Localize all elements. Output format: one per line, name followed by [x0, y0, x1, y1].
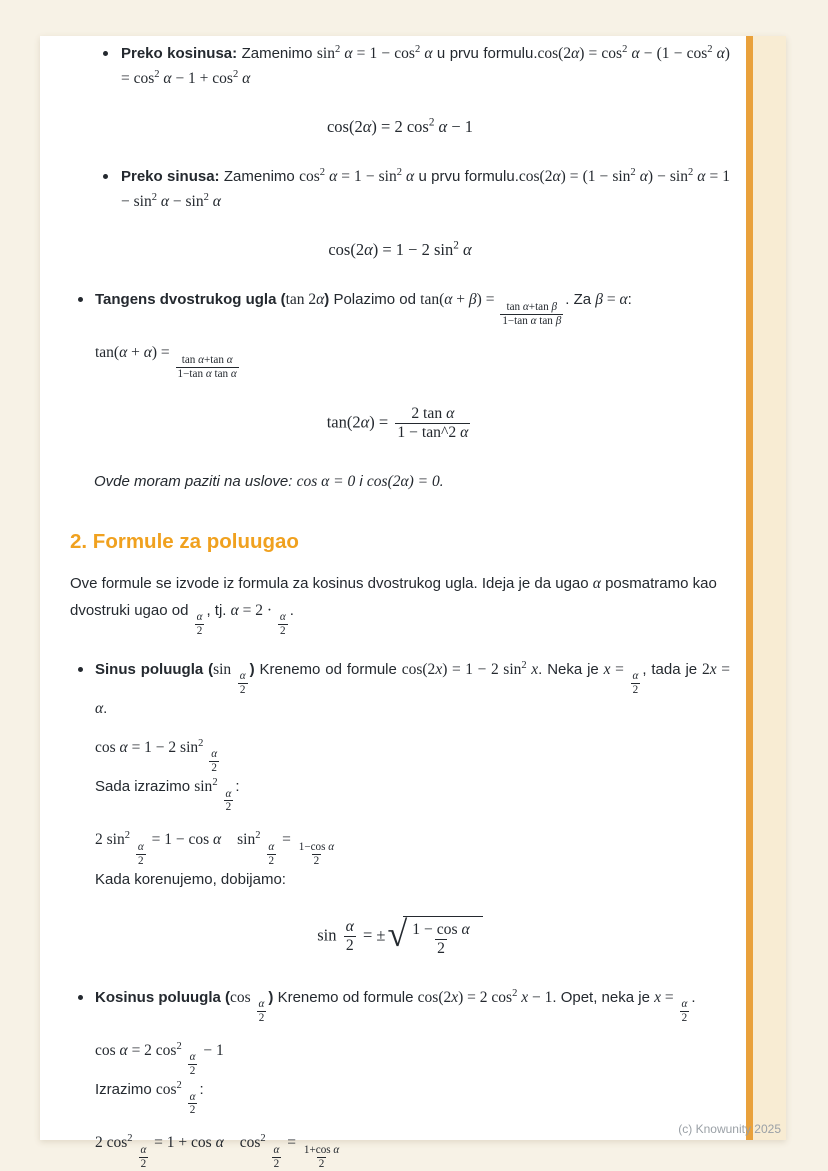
math-run: $\sin^2$ $\frac{\alpha}{2}$ = $\frac{\text{1−cos α}}{2}$	[237, 830, 335, 867]
text-run: .	[289, 601, 294, 619]
section-heading-formule-za-poluugao: 2. Formule za poluugao	[70, 529, 299, 553]
equation-line	[95, 341, 730, 380]
text-run: Zamenimo	[219, 168, 300, 186]
math-run: sin $\frac{\alpha}{2}$ = ±	[317, 918, 386, 955]
text-run: posmatramo kao dvostruki ugao od	[70, 575, 717, 619]
bullet-label-close: )	[324, 291, 330, 309]
math-run: 2x = α	[95, 660, 730, 717]
text-run: :	[235, 778, 240, 796]
bullet-content	[121, 42, 730, 92]
math-run: tan(α + α) = $\frac{\text{tan α+tan α}}{\text{1−tan α tan α}}$	[95, 344, 237, 380]
bullet-label: Preko sinusa:	[121, 168, 220, 186]
text-run: Krenemo od formule	[254, 660, 402, 678]
text-run: , tada je	[642, 660, 703, 678]
math-run: tan(α + β) = $\frac{\text{tan α+tan β}}{\text{1−tan α tan β}}$	[420, 291, 562, 327]
bullet-item-preko-kosinusa	[70, 42, 730, 92]
bullet-content	[95, 986, 730, 1171]
math-run: $\cos^2$ $\frac{\alpha}{2}$ = $\frac{\text{1+cos α}}{2}$	[239, 1133, 340, 1170]
math-run: $\cos(2\alpha) = (1 - \sin^2 \alpha) - \sin^2 \alpha = 1 - \sin^2 \alpha - \sin^2 \alpha$	[121, 166, 730, 210]
bullet-dot-icon	[78, 297, 83, 302]
formula-cos-double-sin	[70, 239, 730, 261]
formula-tan-double	[70, 405, 730, 442]
text-line	[95, 775, 730, 814]
bullet-content	[121, 165, 730, 215]
bullet-dot-icon	[103, 51, 108, 56]
text-run: Izrazimo	[95, 1081, 156, 1098]
text-line	[95, 1078, 730, 1117]
bullet-item-kosinus-poluugla	[70, 986, 730, 1171]
bullet-label: Tangens dvostrukog ugla (	[95, 291, 286, 309]
text-run: Sada izrazimo	[95, 778, 195, 796]
formula-cos-double-cos	[70, 116, 730, 138]
text-run: Zamenimo	[237, 45, 317, 62]
text-run: , tj.	[206, 601, 231, 619]
math-run: cos(2x) = 2 $\cos^2 x - 1$	[417, 987, 553, 1006]
equation-line	[95, 736, 730, 775]
equation-line	[95, 828, 730, 867]
math-run: x = $\frac{\alpha}{2}$	[603, 660, 639, 697]
math-run: $\frac{\alpha}{2}$	[196, 611, 203, 637]
watermark: (c) Knowunity 2025	[678, 1122, 781, 1136]
math-run: 2 $\cos^2$ $\frac{\alpha}{2}$ = 1 + cos α	[95, 1133, 224, 1170]
math-run: $\cos^2 \alpha = 1 - \sin^2 \alpha$	[299, 166, 415, 186]
math-run: cos $\frac{\alpha}{2}$	[230, 988, 265, 1024]
bullet-dot-icon	[103, 174, 108, 179]
page-margin-strip	[753, 36, 786, 1140]
text-run: u prvu formulu.	[414, 168, 519, 186]
math-run: tan(2α) = $\frac{\text{2 tan α}}{1 - \tan\^{}2 \alpha}$	[326, 404, 469, 441]
text-run: Kada korenujemo, dobijamo:	[95, 870, 286, 888]
math-run: sin $\frac{\alpha}{2}$	[213, 660, 246, 697]
text-run: .	[691, 988, 696, 1006]
bullet-item-preko-sinusa	[70, 165, 730, 215]
math-run: $\sin^2$ $\frac{\alpha}{2}$	[194, 776, 232, 814]
math-run: α	[592, 575, 601, 593]
text-run: u prvu formulu.	[432, 45, 538, 62]
text-run: Polazimo od	[329, 291, 421, 309]
math-run: tan 2α	[285, 291, 325, 309]
bullet-label: Sinus poluugla (	[95, 660, 214, 678]
bullet-item-tangens	[70, 288, 730, 380]
math-run: cos α = 2 $\cos^2$ $\frac{\alpha}{2}$ − 1	[95, 1040, 224, 1078]
text-run: .	[439, 472, 444, 490]
math-run: $\frac{\text{1 − cos α}}{2}$	[412, 920, 470, 957]
text-run: . Za	[565, 291, 596, 309]
math-run: $\cos(2\alpha) = \cos^2 \alpha - (1 - \cos^2 \alpha) = \cos^2 \alpha - 1 + \cos^2 \alpha$	[121, 43, 730, 87]
sqrt-body	[403, 916, 483, 958]
sqrt-radical	[387, 913, 482, 958]
formula-sin-half	[70, 913, 730, 958]
bullet-content	[95, 288, 730, 380]
bullet-label-close: )	[249, 660, 255, 678]
text-run: Ovde moram paziti na uslove:	[94, 472, 297, 490]
notes-page	[40, 36, 786, 1170]
bullet-label: Kosinus poluugla (	[95, 988, 230, 1006]
bullet-content	[95, 658, 730, 892]
math-run: x = $\frac{\alpha}{2}$	[654, 988, 688, 1024]
bullet-text	[121, 165, 730, 215]
bullet-text	[121, 42, 730, 92]
text-run: Krenemo od formule	[273, 988, 418, 1006]
condition-note	[94, 470, 730, 495]
accent-stripe	[746, 36, 753, 1140]
bullet-text	[95, 288, 730, 327]
math-run: cos α = 0	[296, 472, 356, 490]
bullet-dot-icon	[78, 995, 83, 1000]
math-run: cos(2α) = 0	[366, 472, 440, 490]
equation-line	[95, 1039, 730, 1078]
text-run: i	[355, 472, 367, 490]
sqrt-symbol-icon: √	[387, 913, 408, 954]
text-run: :	[627, 291, 632, 309]
math-run: $\sin^2 \alpha = 1 - \cos^2 \alpha$	[316, 43, 433, 62]
bullet-text	[95, 658, 730, 722]
math-run: cos(2x) = 1 − 2 $\sin^2 x$	[401, 659, 539, 678]
math-run: β = α	[595, 291, 628, 309]
bullet-label: Preko kosinusa:	[121, 45, 238, 62]
text-run: . Neka je	[538, 660, 604, 678]
text-run: :	[199, 1081, 204, 1098]
math-run: cos α = 1 − 2 $\sin^2$ $\frac{\alpha}{2}$	[95, 737, 218, 775]
text-run: Ove formule se izvode iz formula za kosinus dvostrukog ugla. Ideja je da ugao	[70, 575, 593, 593]
text-run: . Opet, neka je	[552, 988, 655, 1006]
bullet-dot-icon	[78, 667, 83, 672]
intro-paragraph	[70, 571, 730, 638]
math-run: cos(2α) = 1 − 2 $\sin^2 \alpha$	[328, 239, 472, 259]
math-run: $\cos^2$ $\frac{\alpha}{2}$	[155, 1079, 196, 1117]
math-run: α = 2 · $\frac{\alpha}{2}$	[230, 601, 286, 637]
equation-line	[95, 1131, 730, 1170]
bullet-label-close: )	[268, 988, 274, 1006]
text-run: .	[103, 700, 108, 717]
math-run: 2 $\sin^2$ $\frac{\alpha}{2}$ = 1 − cos α	[95, 830, 222, 867]
bullet-item-sinus-poluugla	[70, 658, 730, 892]
text-line	[95, 868, 730, 892]
math-run: cos(2α) = 2 $\cos^2 \alpha - 1$	[326, 116, 474, 136]
notes-content	[70, 42, 730, 1170]
bullet-text	[95, 986, 730, 1025]
